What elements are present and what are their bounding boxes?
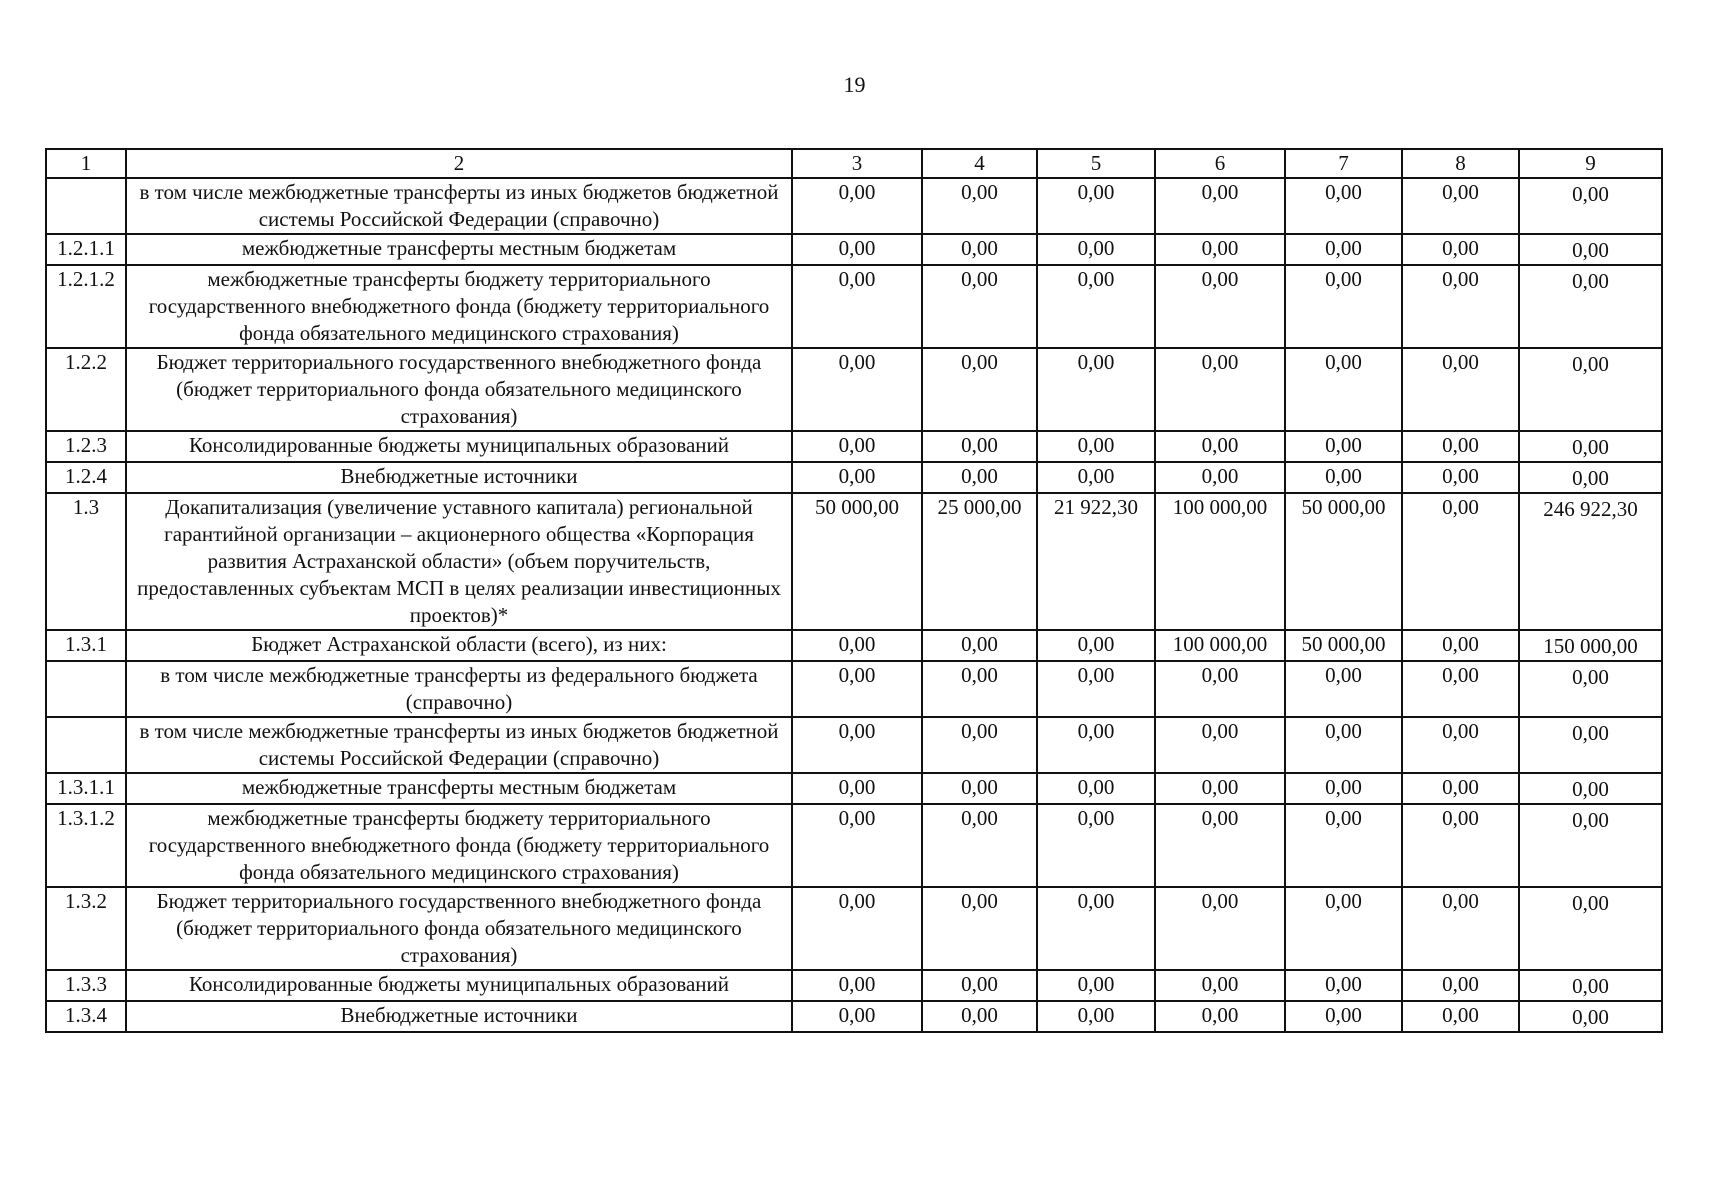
row-value: 0,00 bbox=[1155, 431, 1285, 462]
row-value: 0,00 bbox=[1037, 178, 1155, 234]
row-name: межбюджетные трансферты местным бюджетам bbox=[126, 234, 792, 265]
row-value: 0,00 bbox=[1037, 887, 1155, 970]
row-value: 0,00 bbox=[792, 431, 922, 462]
table-row bbox=[46, 773, 1662, 804]
row-name: Бюджет территориального государственного внебюджетного фонда (бюджет территориального фонда обязательного медицинского страхования) bbox=[126, 348, 792, 431]
table-row bbox=[46, 493, 1662, 630]
row-value: 0,00 bbox=[1037, 970, 1155, 1001]
row-value: 25 000,00 bbox=[922, 493, 1037, 630]
row-name: Внебюджетные источники bbox=[126, 1001, 792, 1032]
row-value: 0,00 bbox=[1285, 717, 1402, 773]
row-value: 0,00 bbox=[792, 804, 922, 887]
row-code: 1.2.4 bbox=[46, 462, 126, 493]
row-code: 1.2.1.1 bbox=[46, 234, 126, 265]
row-total: 0,00 bbox=[1519, 348, 1662, 431]
row-value: 0,00 bbox=[1285, 178, 1402, 234]
row-value: 0,00 bbox=[922, 234, 1037, 265]
row-name: Бюджет территориального государственного внебюджетного фонда (бюджет территориального фонда обязательного медицинского страхования) bbox=[126, 887, 792, 970]
row-value: 0,00 bbox=[1285, 1001, 1402, 1032]
row-value: 0,00 bbox=[1285, 804, 1402, 887]
row-value: 0,00 bbox=[1402, 773, 1519, 804]
row-value: 0,00 bbox=[1155, 887, 1285, 970]
row-value: 0,00 bbox=[1037, 773, 1155, 804]
row-value: 0,00 bbox=[1285, 462, 1402, 493]
row-value: 0,00 bbox=[1402, 178, 1519, 234]
row-value: 0,00 bbox=[1402, 1001, 1519, 1032]
row-value: 0,00 bbox=[1285, 887, 1402, 970]
row-value: 0,00 bbox=[1155, 717, 1285, 773]
row-value: 0,00 bbox=[1402, 265, 1519, 348]
row-value: 0,00 bbox=[1402, 493, 1519, 630]
row-total: 0,00 bbox=[1519, 462, 1662, 493]
row-name: межбюджетные трансферты бюджету территориального государственного внебюджетного фонда (бюджету территориального фонда обязательного медицинского страхования) bbox=[126, 804, 792, 887]
row-name: Бюджет Астраханской области (всего), из них: bbox=[126, 630, 792, 661]
row-code: 1.3.1.2 bbox=[46, 804, 126, 887]
row-value: 21 922,30 bbox=[1037, 493, 1155, 630]
table-row bbox=[46, 431, 1662, 462]
row-code: 1.3 bbox=[46, 493, 126, 630]
row-value: 50 000,00 bbox=[1285, 630, 1402, 661]
table-body bbox=[46, 178, 1662, 1032]
page-number: 19 bbox=[843, 72, 866, 97]
row-value: 0,00 bbox=[1037, 234, 1155, 265]
row-value: 0,00 bbox=[1402, 234, 1519, 265]
row-value: 0,00 bbox=[1037, 462, 1155, 493]
row-value: 0,00 bbox=[1037, 661, 1155, 717]
column-header: 6 bbox=[1155, 149, 1285, 178]
row-value: 0,00 bbox=[1285, 265, 1402, 348]
table-row bbox=[46, 462, 1662, 493]
row-value: 0,00 bbox=[1285, 348, 1402, 431]
row-value: 0,00 bbox=[922, 717, 1037, 773]
column-header: 3 bbox=[792, 149, 922, 178]
row-value: 0,00 bbox=[1037, 804, 1155, 887]
table-row bbox=[46, 630, 1662, 661]
row-code bbox=[46, 178, 126, 234]
row-value: 0,00 bbox=[792, 178, 922, 234]
row-value: 0,00 bbox=[1037, 348, 1155, 431]
row-value: 0,00 bbox=[1155, 462, 1285, 493]
row-value: 0,00 bbox=[1285, 773, 1402, 804]
row-value: 0,00 bbox=[922, 630, 1037, 661]
row-value: 0,00 bbox=[1037, 630, 1155, 661]
row-value: 0,00 bbox=[1285, 970, 1402, 1001]
row-code: 1.3.3 bbox=[46, 970, 126, 1001]
row-code: 1.2.3 bbox=[46, 431, 126, 462]
row-name: Докапитализация (увеличение уставного капитала) региональной гарантийной организации – акционерного общества «Корпорация развития Астраханской области» (объем поручительств, предоставленных субъектам МСП в целях реализации инвестиционных проектов)* bbox=[126, 493, 792, 630]
row-code bbox=[46, 717, 126, 773]
table-row bbox=[46, 804, 1662, 887]
column-header: 9 bbox=[1519, 149, 1662, 178]
row-value: 100 000,00 bbox=[1155, 493, 1285, 630]
row-value: 0,00 bbox=[922, 804, 1037, 887]
row-name: межбюджетные трансферты бюджету территориального государственного внебюджетного фонда (бюджету территориального фонда обязательного медицинского страхования) bbox=[126, 265, 792, 348]
row-value: 0,00 bbox=[922, 1001, 1037, 1032]
row-total: 0,00 bbox=[1519, 265, 1662, 348]
row-total: 0,00 bbox=[1519, 773, 1662, 804]
row-value: 0,00 bbox=[1155, 661, 1285, 717]
row-value: 0,00 bbox=[792, 773, 922, 804]
row-value: 0,00 bbox=[1155, 970, 1285, 1001]
row-name: Консолидированные бюджеты муниципальных образований bbox=[126, 970, 792, 1001]
column-header: 5 bbox=[1037, 149, 1155, 178]
row-code: 1.3.2 bbox=[46, 887, 126, 970]
row-total: 0,00 bbox=[1519, 717, 1662, 773]
row-value: 0,00 bbox=[792, 1001, 922, 1032]
column-header: 7 bbox=[1285, 149, 1402, 178]
row-value: 0,00 bbox=[1285, 661, 1402, 717]
row-total: 246 922,30 bbox=[1519, 493, 1662, 630]
row-value: 0,00 bbox=[922, 970, 1037, 1001]
row-total: 150 000,00 bbox=[1519, 630, 1662, 661]
budget-table bbox=[45, 148, 1663, 1033]
column-header: 1 bbox=[46, 149, 126, 178]
row-value: 0,00 bbox=[1402, 970, 1519, 1001]
row-value: 0,00 bbox=[922, 348, 1037, 431]
row-value: 0,00 bbox=[1037, 431, 1155, 462]
row-value: 0,00 bbox=[792, 265, 922, 348]
row-value: 0,00 bbox=[1285, 431, 1402, 462]
table-row bbox=[46, 265, 1662, 348]
row-name: в том числе межбюджетные трансферты из иных бюджетов бюджетной системы Российской Федерации (справочно) bbox=[126, 178, 792, 234]
row-value: 0,00 bbox=[1402, 348, 1519, 431]
row-value: 0,00 bbox=[792, 630, 922, 661]
row-name: межбюджетные трансферты местным бюджетам bbox=[126, 773, 792, 804]
table-row bbox=[46, 348, 1662, 431]
row-value: 0,00 bbox=[792, 887, 922, 970]
table-row bbox=[46, 887, 1662, 970]
row-value: 0,00 bbox=[792, 717, 922, 773]
column-header: 8 bbox=[1402, 149, 1519, 178]
row-value: 100 000,00 bbox=[1155, 630, 1285, 661]
row-value: 0,00 bbox=[792, 462, 922, 493]
row-value: 50 000,00 bbox=[1285, 493, 1402, 630]
row-total: 0,00 bbox=[1519, 970, 1662, 1001]
row-value: 0,00 bbox=[922, 773, 1037, 804]
row-total: 0,00 bbox=[1519, 431, 1662, 462]
row-code: 1.3.4 bbox=[46, 1001, 126, 1032]
table-row bbox=[46, 1001, 1662, 1032]
row-total: 0,00 bbox=[1519, 661, 1662, 717]
row-value: 0,00 bbox=[792, 661, 922, 717]
row-name: в том числе межбюджетные трансферты из иных бюджетов бюджетной системы Российской Федерации (справочно) bbox=[126, 717, 792, 773]
row-value: 0,00 bbox=[1155, 773, 1285, 804]
table-row bbox=[46, 970, 1662, 1001]
row-value: 0,00 bbox=[792, 970, 922, 1001]
row-code: 1.2.1.2 bbox=[46, 265, 126, 348]
row-value: 0,00 bbox=[922, 462, 1037, 493]
row-value: 0,00 bbox=[792, 234, 922, 265]
row-value: 0,00 bbox=[792, 348, 922, 431]
row-code: 1.3.1.1 bbox=[46, 773, 126, 804]
row-total: 0,00 bbox=[1519, 234, 1662, 265]
row-value: 0,00 bbox=[1285, 234, 1402, 265]
row-value: 0,00 bbox=[1402, 661, 1519, 717]
row-value: 0,00 bbox=[922, 431, 1037, 462]
row-value: 0,00 bbox=[1402, 431, 1519, 462]
row-value: 0,00 bbox=[1037, 265, 1155, 348]
row-value: 0,00 bbox=[1155, 178, 1285, 234]
row-code: 1.2.2 bbox=[46, 348, 126, 431]
row-value: 0,00 bbox=[1402, 887, 1519, 970]
column-header: 2 bbox=[126, 149, 792, 178]
row-value: 0,00 bbox=[1402, 804, 1519, 887]
row-value: 50 000,00 bbox=[792, 493, 922, 630]
table-row bbox=[46, 178, 1662, 234]
table-row bbox=[46, 717, 1662, 773]
row-total: 0,00 bbox=[1519, 178, 1662, 234]
row-value: 0,00 bbox=[1037, 1001, 1155, 1032]
row-code bbox=[46, 661, 126, 717]
row-value: 0,00 bbox=[922, 887, 1037, 970]
row-value: 0,00 bbox=[1037, 717, 1155, 773]
row-name: Внебюджетные источники bbox=[126, 462, 792, 493]
row-value: 0,00 bbox=[1402, 630, 1519, 661]
row-code: 1.3.1 bbox=[46, 630, 126, 661]
row-value: 0,00 bbox=[1402, 717, 1519, 773]
row-value: 0,00 bbox=[1155, 804, 1285, 887]
row-total: 0,00 bbox=[1519, 1001, 1662, 1032]
table-row bbox=[46, 661, 1662, 717]
row-value: 0,00 bbox=[1155, 1001, 1285, 1032]
column-header: 4 bbox=[922, 149, 1037, 178]
table-header-row bbox=[46, 149, 1662, 178]
row-value: 0,00 bbox=[922, 178, 1037, 234]
row-value: 0,00 bbox=[1155, 234, 1285, 265]
row-value: 0,00 bbox=[922, 661, 1037, 717]
table-row bbox=[46, 234, 1662, 265]
row-value: 0,00 bbox=[1155, 348, 1285, 431]
row-name: Консолидированные бюджеты муниципальных образований bbox=[126, 431, 792, 462]
row-value: 0,00 bbox=[1155, 265, 1285, 348]
row-value: 0,00 bbox=[922, 265, 1037, 348]
row-value: 0,00 bbox=[1402, 462, 1519, 493]
row-name: в том числе межбюджетные трансферты из федерального бюджета (справочно) bbox=[126, 661, 792, 717]
row-total: 0,00 bbox=[1519, 804, 1662, 887]
row-total: 0,00 bbox=[1519, 887, 1662, 970]
